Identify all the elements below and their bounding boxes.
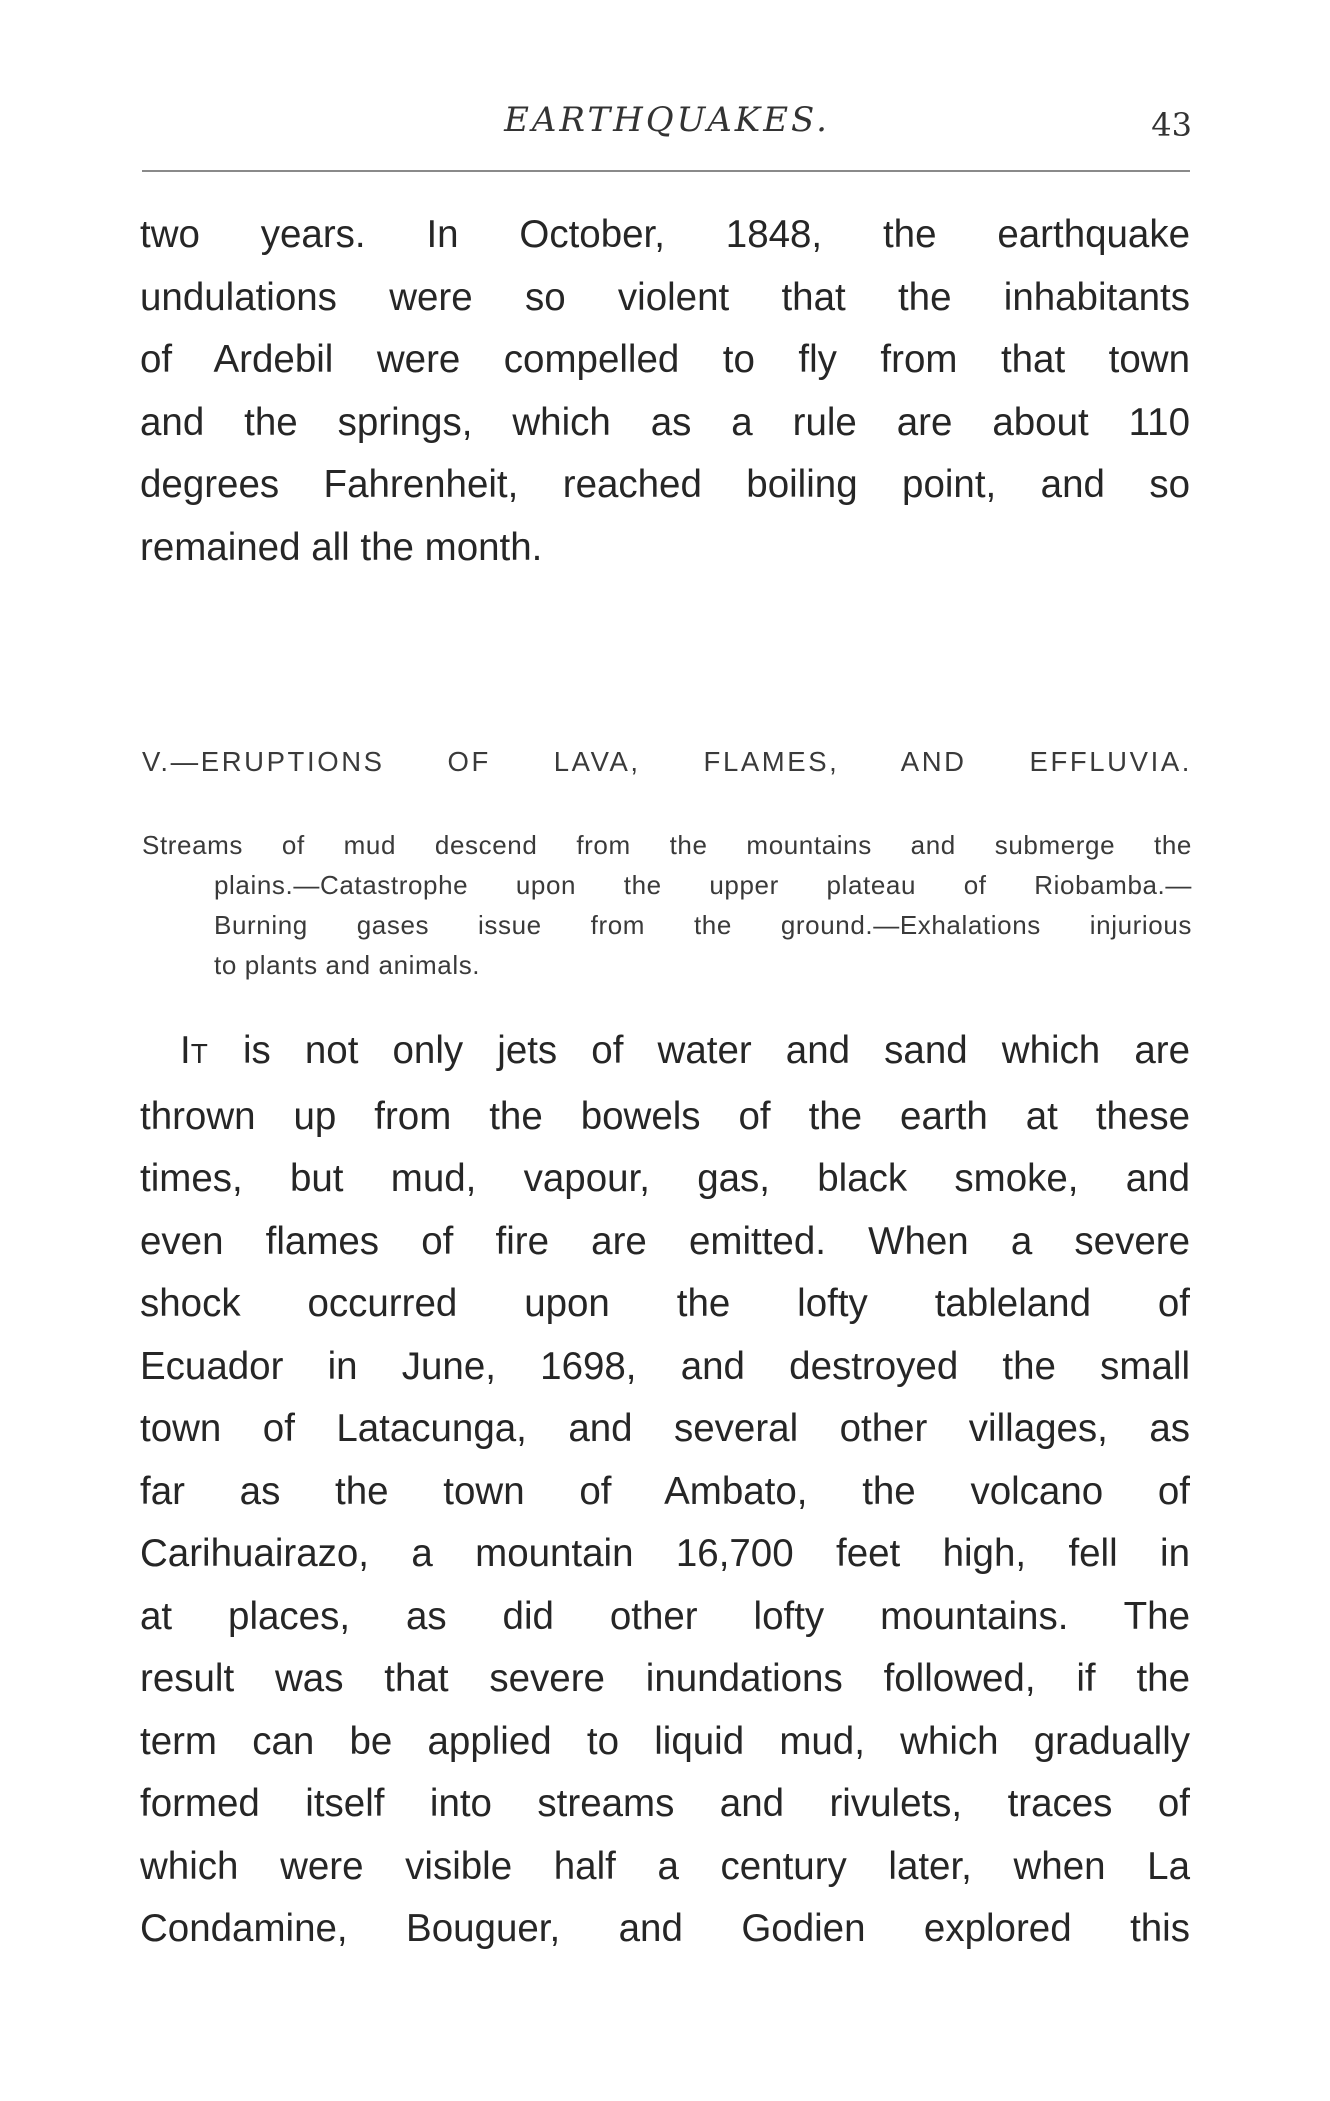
- page-number: 43: [1151, 106, 1192, 144]
- text-line: Ecuador in June, 1698, and destroyed the small: [140, 1344, 1190, 1388]
- text-line: formed itself into streams and rivulets, traces of: [140, 1782, 1190, 1825]
- initial-small-caps: T: [190, 1038, 209, 1069]
- text-line: and the springs, which as a rule are about 110: [140, 400, 1190, 444]
- summary-line: Streams of mud descend from the mountains and submerge the: [142, 830, 1192, 860]
- text-line: town of Latacunga, and several other villages, as: [140, 1407, 1190, 1450]
- text-line: which were visible half a century later, when La: [140, 1844, 1190, 1888]
- text-line: Carihuairazo, a mountain 16,700 feet high, fell in: [140, 1532, 1190, 1575]
- text-line: at places, as did other lofty mountains. The: [140, 1594, 1190, 1638]
- section-summary: [142, 825, 1192, 985]
- text-line: remained all the month.: [140, 525, 543, 569]
- text-line: of Ardebil were compelled to fly from that town: [140, 338, 1190, 381]
- first-text-line: [140, 1020, 1190, 1086]
- text-line: shock occurred upon the lofty tableland of: [140, 1282, 1190, 1325]
- paragraph-main: [140, 1020, 1190, 1961]
- text-line: two years. In October, 1848, the earthquake: [140, 213, 1190, 256]
- running-title: EARTHQUAKES.: [504, 100, 830, 140]
- text-line: times, but mud, vapour, gas, black smoke, and: [140, 1157, 1190, 1200]
- section-heading: V.—ERUPTIONS OF LAVA, FLAMES, AND EFFLUVIA.: [142, 746, 1192, 777]
- text-line: undulations were so violent that the inhabitants: [140, 275, 1190, 319]
- initial-letter: I: [180, 1029, 191, 1072]
- text-line: degrees Fahrenheit, reached boiling point, and so: [140, 463, 1190, 506]
- text-line: far as the town of Ambato, the volcano of: [140, 1469, 1190, 1513]
- paragraph-continuation: [140, 204, 1190, 579]
- summary-line: to plants and animals.: [214, 950, 481, 980]
- first-line-rest: is not only jets of water and sand which are: [208, 1029, 1190, 1072]
- text-line: Condamine, Bouguer, and Godien explored this: [140, 1907, 1190, 1950]
- text-line: result was that severe inundations followed, if the: [140, 1657, 1190, 1700]
- text-line: term can be applied to liquid mud, which gradually: [140, 1719, 1190, 1763]
- summary-line: plains.—Catastrophe upon the upper plateau of Riobamba.—: [214, 870, 1192, 900]
- header-rule: [142, 170, 1190, 172]
- text-line: even flames of fire are emitted. When a severe: [140, 1219, 1190, 1263]
- running-head: [142, 100, 1192, 150]
- summary-line: Burning gases issue from the ground.—Exhalations injurious: [214, 910, 1192, 940]
- text-line: thrown up from the bowels of the earth at these: [140, 1094, 1190, 1138]
